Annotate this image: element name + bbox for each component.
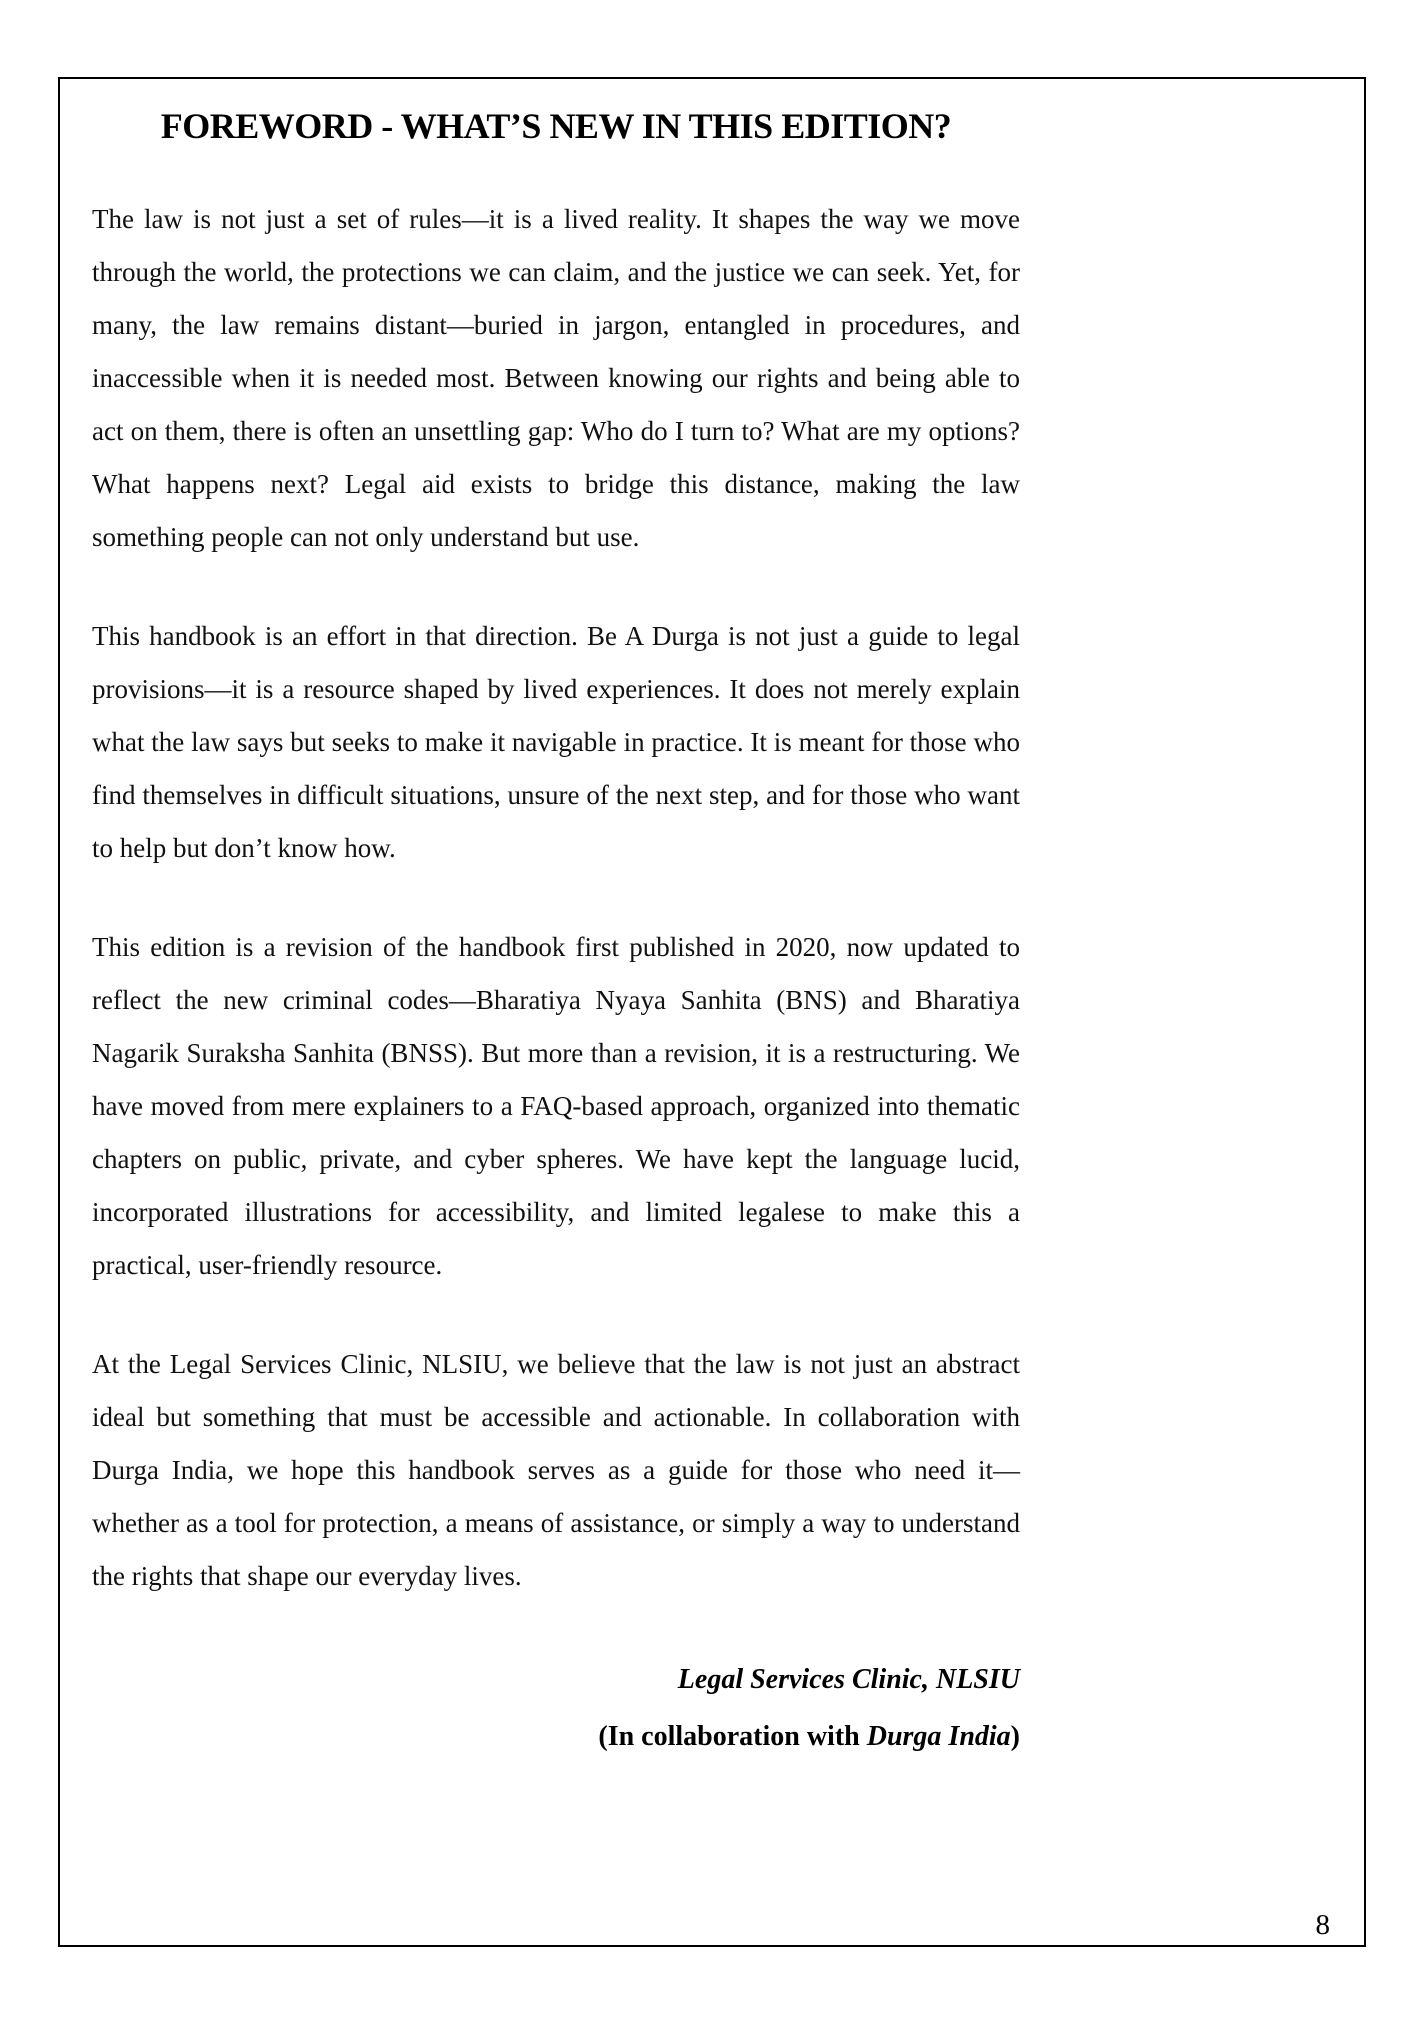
foreword-paragraph-2: This handbook is an effort in that direction. Be A Durga is not just a guide to legal provisions—it is a resource shaped by lived experiences. It does not merely explain what the law says but seeks to make it navigable in practice. It is meant for those who find themselves in difficult situations, unsure of the next step, and for those who want to help but don’t know how. (92, 621, 1020, 863)
signature-collaboration-prefix: (In collaboration with (598, 1721, 867, 1752)
foreword-paragraph-1: The law is not just a set of rules—it is a lived reality. It shapes the way we move through the world, the protections we can claim, and the justice we can seek. Yet, for many, the law remains distant—buried in jargon, entangled in procedures, and inaccessible when it is needed most. Between knowing our rights and being able to act on them, there is often an unsettling gap: Who do I turn to? What are my options? What happens next? Legal aid exists to bridge this distance, making the law something people can not only understand but use. (92, 204, 1020, 552)
signature-block (92, 1651, 1020, 1765)
signature-organization: Legal Services Clinic, NLSIU (677, 1664, 1020, 1695)
signature-collaboration (92, 1708, 1020, 1765)
foreword-paragraph-3: This edition is a revision of the handbook first published in 2020, now updated to reflect the new criminal codes—Bharatiya Nyaya Sanhita (BNS) and Bharatiya Nagarik Suraksha Sanhita (BNSS). But more than a revision, it is a restructuring. We have moved from mere explainers to a FAQ-based approach, organized into thematic chapters on public, private, and cyber spheres. We have kept the language lucid, incorporated illustrations for accessibility, and limited legalese to make this a practical, user-friendly resource. (92, 932, 1020, 1280)
signature-collaboration-suffix: ) (1010, 1721, 1020, 1752)
page-number: 8 (1315, 1909, 1330, 1941)
signature-collaboration-partner: Durga India (866, 1721, 1011, 1752)
foreword-paragraph-4: At the Legal Services Clinic, NLSIU, we believe that the law is not just an abstract ideal but something that must be accessible and actionable. In collaboration with Durga India, we hope this handbook serves as a guide for those who need it—whether as a tool for protection, a means of assistance, or simply a way to understand the rights that shape our everyday lives. (92, 1349, 1020, 1591)
page-title: FOREWORD - WHAT’S NEW IN THIS EDITION? (160, 106, 952, 146)
page-border-frame (58, 77, 1366, 1947)
page-content (92, 105, 1020, 1765)
